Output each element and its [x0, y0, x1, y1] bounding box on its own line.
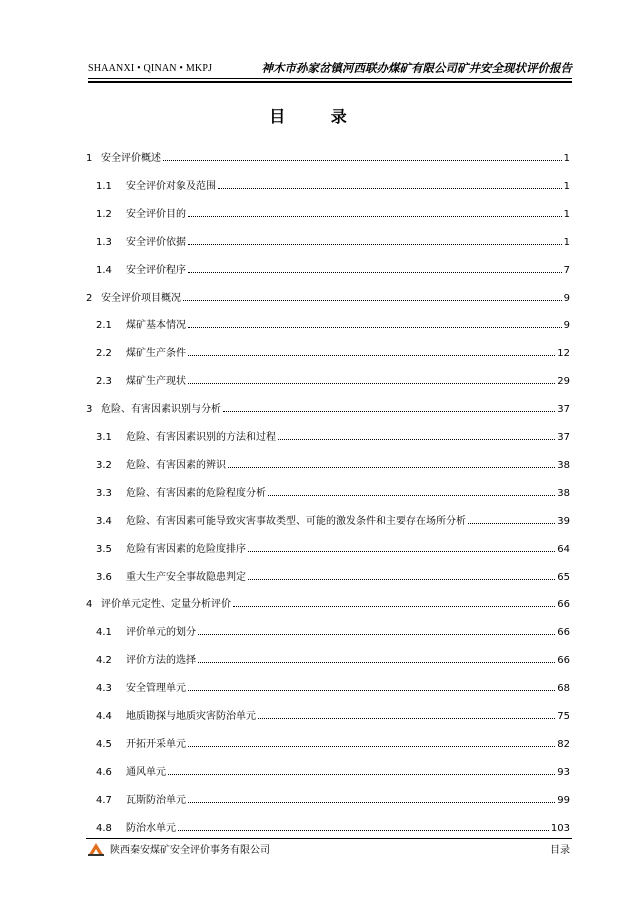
toc-entry-number: 4.5: [96, 738, 112, 750]
toc-entry-page: 1: [563, 153, 570, 164]
toc-entry-title: 煤矿基本情况: [126, 320, 186, 332]
header-left-text: SHAANXI • QINAN • MKPJ: [88, 63, 213, 74]
toc-entry-number: 3.4: [96, 515, 112, 527]
toc-leader-dots: [198, 634, 555, 635]
toc-leader-dots: [258, 718, 555, 719]
toc-entry-title: 重大生产安全事故隐患判定: [126, 571, 246, 583]
toc-leader-dots: [178, 830, 549, 831]
toc-leader-dots: [268, 495, 555, 496]
toc-leader-dots: [233, 606, 555, 607]
toc-leader-dots: [188, 802, 555, 803]
toc-entry-number: 2.2: [96, 348, 112, 360]
toc-entry-title: 地质勘探与地质灾害防治单元: [126, 711, 256, 722]
toc-entry[interactable]: [86, 483, 570, 499]
toc-entry-page: 9: [563, 320, 570, 332]
toc-entry[interactable]: [86, 455, 570, 471]
toc-leader-dots: [218, 188, 562, 189]
toc-entry-number: 2.3: [96, 376, 112, 388]
toc-leader-dots: [228, 467, 555, 468]
toc-entry-page: 38: [557, 459, 570, 471]
toc-entry-page: 1: [563, 208, 570, 220]
toc-entry[interactable]: [86, 371, 570, 387]
toc-entry-number: 3: [86, 404, 93, 416]
toc-entry-number: 1.4: [96, 264, 112, 276]
toc-entry-title: 安全评价依据: [126, 236, 186, 248]
toc-entry-page: 75: [557, 711, 570, 722]
toc-entry-title: 防治水单元: [126, 822, 176, 834]
toc-entry-page: 9: [563, 292, 570, 304]
toc-entry[interactable]: [86, 343, 570, 359]
toc-leader-dots: [188, 327, 562, 328]
toc-entry-title: 通风单元: [126, 766, 166, 778]
toc-entry-title: 安全评价概述: [101, 153, 161, 164]
toc-entry-number: 1.1: [96, 180, 112, 192]
toc-entry-page: 103: [550, 822, 570, 834]
toc-entry-title: 煤矿生产条件: [126, 348, 186, 360]
toc-entry-number: 1: [86, 153, 93, 164]
toc-entry-title: 评价单元的划分: [126, 627, 196, 639]
toc-entry-number: 1.2: [96, 208, 112, 220]
toc-entry-title: 危险、有害因素的危险程度分析: [126, 487, 266, 499]
toc-entry-title: 危险、有害因素可能导致灾害事故类型、可能的激发条件和主要存在场所分析: [126, 515, 466, 527]
toc-leader-dots: [188, 216, 562, 217]
toc-entry[interactable]: [86, 790, 570, 806]
toc-entry-page: 65: [557, 571, 570, 583]
toc-entry-number: 3.2: [96, 459, 112, 471]
toc-entry-number: 3.1: [96, 432, 112, 443]
toc-entry-number: 4.8: [96, 822, 112, 834]
toc-leader-dots: [188, 690, 555, 691]
toc-entry-page: 37: [557, 404, 570, 416]
toc-leader-dots: [188, 355, 555, 356]
toc-entry[interactable]: [86, 399, 570, 415]
toc-entry-page: 68: [557, 683, 570, 695]
toc-entry-number: 3.5: [96, 543, 112, 555]
toc-entry-number: 1.3: [96, 236, 112, 248]
toc-entry-page: 7: [563, 264, 570, 276]
toc-entry-page: 37: [557, 432, 570, 443]
toc-entry[interactable]: [86, 315, 570, 331]
toc-entry-page: 1: [563, 180, 570, 192]
toc-entry[interactable]: [86, 148, 570, 164]
toc-entry-number: 4.6: [96, 766, 112, 778]
toc-entry[interactable]: [86, 567, 570, 583]
toc-leader-dots: [188, 746, 555, 747]
toc-entry-page: 82: [557, 738, 570, 750]
toc-entry-page: 1: [563, 236, 570, 248]
toc-entry[interactable]: [86, 288, 570, 304]
toc-entry-page: 39: [557, 515, 570, 527]
toc-entry[interactable]: [86, 734, 570, 750]
toc-entry[interactable]: [86, 818, 570, 834]
toc-leader-dots: [468, 523, 555, 524]
toc-entry[interactable]: [86, 650, 570, 666]
toc-entry-number: 4: [86, 599, 93, 611]
toc-entry[interactable]: [86, 762, 570, 778]
toc-entry[interactable]: [86, 678, 570, 694]
toc-entry-title: 危险、有害因素识别与分析: [101, 404, 221, 416]
toc-leader-dots: [248, 551, 555, 552]
page-title: 目 录: [269, 107, 367, 126]
toc-entry-title: 危险、有害因素的辨识: [126, 459, 226, 471]
toc-leader-dots: [188, 383, 555, 384]
toc-entry[interactable]: [86, 427, 570, 443]
toc-entry-number: 3.6: [96, 571, 112, 583]
toc-entry-page: 93: [557, 766, 570, 778]
toc-leader-dots: [163, 160, 562, 161]
header-report-title: 神木市孙家岔镇河西联办煤矿有限公司矿井安全现状评价报告: [261, 61, 572, 75]
toc-leader-dots: [188, 244, 562, 245]
footer-rule: [86, 838, 572, 839]
toc-entry-title: 评价单元定性、定量分析评价: [101, 599, 231, 611]
toc-entry-title: 评价方法的选择: [126, 655, 196, 667]
toc-entry-title: 瓦斯防治单元: [126, 794, 186, 806]
toc-entry-page: 66: [557, 599, 570, 611]
toc-entry-title: 危险有害因素的危险度排序: [126, 543, 246, 555]
toc-entry-page: 66: [557, 627, 570, 639]
toc-entry-number: 3.3: [96, 487, 112, 499]
toc-entry-number: 2: [86, 292, 93, 304]
toc-entry-title: 安全评价目的: [126, 208, 186, 220]
toc-leader-dots: [188, 272, 562, 273]
toc-entry[interactable]: [86, 204, 570, 220]
footer-section-label: 目录: [550, 845, 570, 856]
header-rule-thick: [88, 81, 572, 83]
toc-entry[interactable]: [86, 511, 570, 527]
toc-entry-title: 安全评价项目概况: [101, 292, 181, 304]
toc-leader-dots: [223, 411, 555, 412]
header-rule-thin: [88, 78, 572, 79]
toc-entry-number: 4.4: [96, 711, 112, 722]
toc-entry-title: 安全评价对象及范围: [126, 180, 216, 192]
toc-entry-title: 危险、有害因素识别的方法和过程: [126, 432, 276, 443]
toc-entry-page: 38: [557, 487, 570, 499]
toc-entry-title: 安全管理单元: [126, 683, 186, 695]
toc-entry[interactable]: [86, 539, 570, 555]
toc-entry-number: 2.1: [96, 320, 112, 332]
toc-entry-page: 99: [557, 794, 570, 806]
toc-leader-dots: [168, 774, 555, 775]
footer-company-name: 陕西秦安煤矿安全评价事务有限公司: [110, 845, 270, 856]
toc-entry-title: 安全评价程序: [126, 264, 186, 276]
toc-entry-number: 4.7: [96, 794, 112, 806]
toc-entry[interactable]: [86, 594, 570, 610]
toc-entry-page: 12: [557, 348, 570, 360]
toc-entry-page: 64: [557, 543, 570, 555]
toc-entry[interactable]: [86, 622, 570, 638]
toc-entry-number: 4.1: [96, 627, 112, 639]
toc-entry[interactable]: [86, 232, 570, 248]
company-logo-icon: [88, 842, 104, 856]
toc-entry-number: 4.3: [96, 683, 112, 695]
toc-entry-title: 开拓开采单元: [126, 738, 186, 750]
toc-entry-page: 66: [557, 655, 570, 667]
toc-entry-page: 29: [557, 376, 570, 388]
toc-entry-title: 煤矿生产现状: [126, 376, 186, 388]
toc-entry[interactable]: [86, 176, 570, 192]
toc-entry-number: 4.2: [96, 655, 112, 667]
toc-entry[interactable]: [86, 260, 570, 276]
toc-leader-dots: [198, 662, 555, 663]
toc-leader-dots: [183, 300, 562, 301]
toc-leader-dots: [248, 579, 555, 580]
toc-leader-dots: [278, 439, 555, 440]
toc-entry[interactable]: [86, 706, 570, 722]
